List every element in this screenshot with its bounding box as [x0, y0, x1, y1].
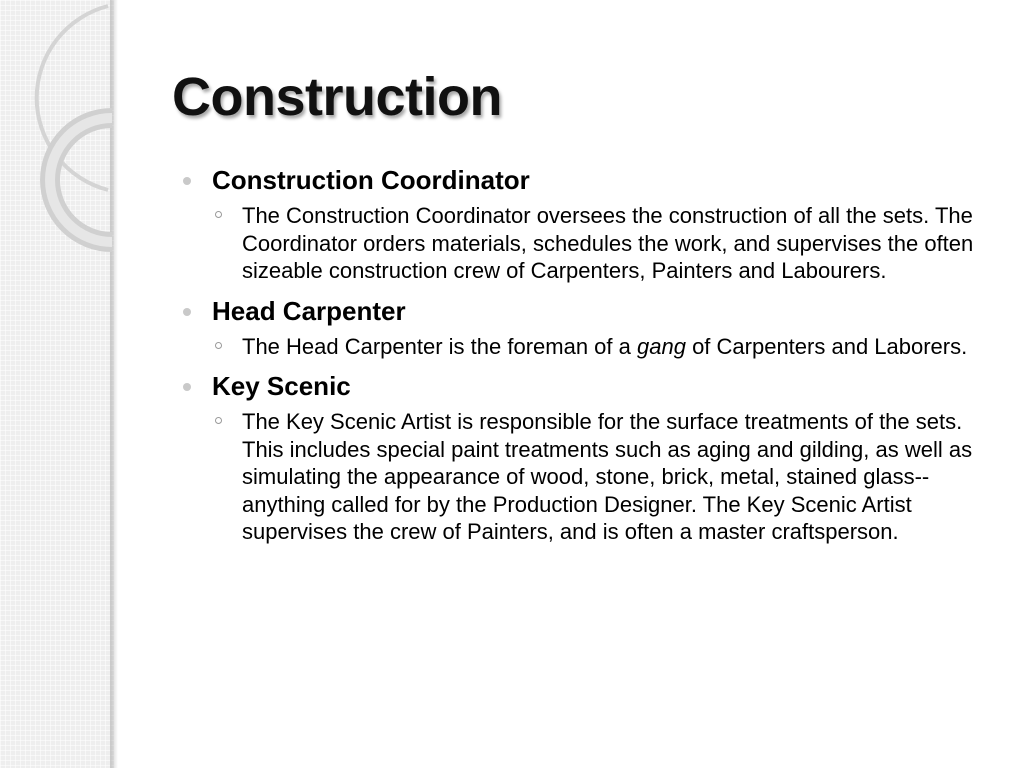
- sub-bullet: [212, 408, 1000, 546]
- bullet-ring-icon: [215, 211, 222, 218]
- sub-bullet-text-end: of Carpenters and Laborers.: [685, 333, 968, 359]
- bullet-construction-coordinator: [180, 164, 1000, 285]
- sub-bullet-text: [242, 333, 1002, 361]
- bullet-heading: Key Scenic: [212, 371, 351, 401]
- bullet-ring-icon: [215, 417, 222, 424]
- bullet-dot-icon: [183, 177, 191, 185]
- bullet-dot-icon: [183, 308, 191, 316]
- slide-content: [180, 164, 1000, 546]
- sub-bullet: [212, 333, 1000, 361]
- bullet-ring-icon: [215, 342, 222, 349]
- sub-bullet: [212, 202, 1000, 285]
- bullet-heading: Head Carpenter: [212, 295, 406, 326]
- bullet-head-carpenter: [180, 295, 1000, 361]
- sub-bullet-text: The Key Scenic Artist is responsible for the surface treatments of the sets. This includes special paint treatments such as aging and gilding, as well as simulating the appearance of wood, stone, brick, metal, stained glass--anything called for by the Production Designer. The Key Scenic Artist supervises the crew of Painters, and is often a master craftsperson.: [242, 409, 973, 544]
- decorative-rings: [0, 0, 160, 280]
- sub-bullet-text: The Construction Coordinator oversees the construction of all the sets. The Coordinator orders materials, schedules the work, and supervises the often sizeable construction crew of Carpenters, Painters and Labourers.: [242, 203, 974, 283]
- slide-title: Construction: [172, 67, 502, 127]
- sub-bullet-text-start: The Head Carpenter is the foreman of a: [242, 333, 637, 359]
- sub-bullet-emphasis: gang: [637, 333, 686, 359]
- bullet-key-scenic: [180, 370, 1000, 546]
- bullet-dot-icon: [183, 383, 191, 391]
- bullet-heading: Construction Coordinator: [212, 165, 530, 195]
